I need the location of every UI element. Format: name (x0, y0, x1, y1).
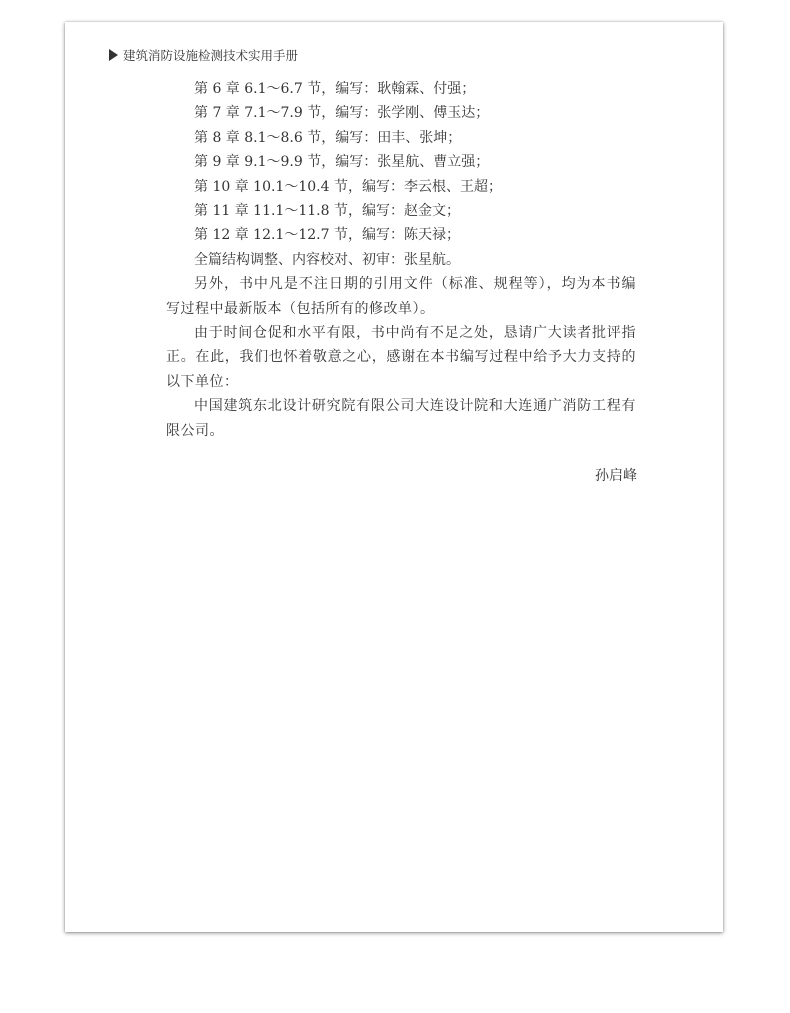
review-line: 全篇结构调整、内容校对、初审：张星航。 (194, 251, 460, 268)
paragraph-organizations: 中国建筑东北设计研究院有限公司大连设计院和大连通广消防工程有限公司。 (166, 398, 636, 439)
chapter-line: 第 8 章 8.1～8.6 节，编写：田丰、张坤； (194, 129, 462, 146)
author-signature: 孙启峰 (595, 468, 637, 484)
running-header-title: 建筑消防设施检测技术实用手册 (123, 48, 299, 63)
running-header (109, 46, 298, 64)
paragraph-reference-note: 另外，书中凡是不注日期的引用文件（标准、规程等），均为本书编写过程中最新版本（包括所有的修改单）。 (166, 276, 636, 317)
body-text (166, 77, 636, 443)
chapter-line: 第 7 章 7.1～7.9 节，编写：张学刚、傅玉达； (194, 105, 490, 122)
chapter-line: 第 9 章 9.1～9.9 节，编写：张星航、曹立强； (194, 154, 490, 171)
paragraph-acknowledgement: 由于时间仓促和水平有限，书中尚有不足之处，恳请广大读者批评指正。在此，我们也怀着敬意之心，感谢在本书编写过程中给予大力支持的以下单位： (166, 325, 636, 390)
chapter-line: 第 12 章 12.1～12.7 节，编写：陈天禄； (194, 227, 460, 244)
document-page (65, 22, 723, 932)
triangle-marker-icon (109, 49, 118, 61)
chapter-line: 第 6 章 6.1～6.7 节，编写：耿翰霖、付强； (194, 81, 476, 97)
chapter-line: 第 10 章 10.1～10.4 节，编写：李云根、王超； (194, 178, 502, 195)
chapter-line: 第 11 章 11.1～11.8 节，编写：赵金文； (194, 203, 460, 220)
